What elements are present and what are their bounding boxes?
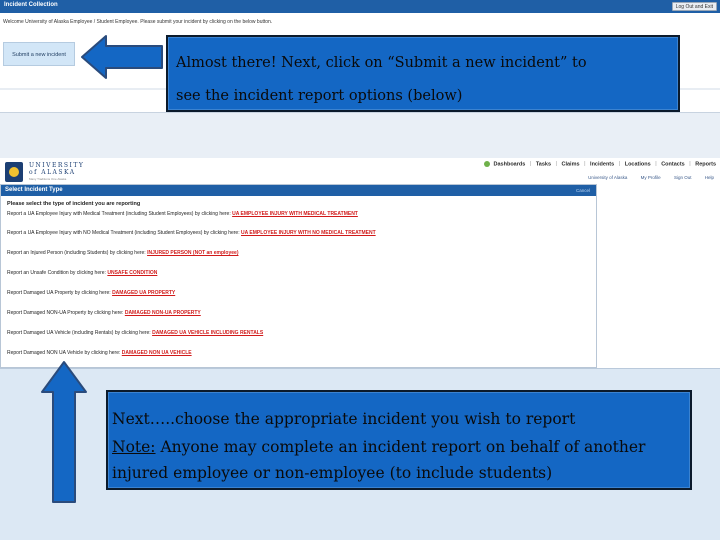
subnav-organization[interactable]: University of Alaska <box>588 175 628 180</box>
nav-incidents[interactable]: Incidents <box>590 161 615 168</box>
logout-button[interactable]: Log Out and Exit <box>672 2 717 11</box>
incident-option-text: Report Damaged NON UA Vehicle by clicking here: <box>7 350 121 356</box>
add-icon[interactable] <box>484 161 490 167</box>
incident-option <box>7 290 175 296</box>
incident-option-link[interactable]: UA EMPLOYEE INJURY WITH NO MEDICAL TREATMENT <box>241 230 376 236</box>
incident-option-link[interactable]: DAMAGED UA VEHICLE INCLUDING RENTALS <box>152 330 264 336</box>
arrow-left-icon <box>80 34 164 80</box>
incident-option-text: Report a UA Employee Injury with Medical Treatment (including Student Employees) by clicking here: <box>7 211 231 217</box>
incident-option-text: Report Damaged UA Vehicle (including Rentals) by clicking here: <box>7 330 151 336</box>
panel-body <box>7 201 593 356</box>
incident-portal-screenshot <box>0 158 720 368</box>
arrow-up-icon <box>40 360 88 506</box>
app-header-bar <box>0 0 720 13</box>
incident-option <box>7 211 358 217</box>
incident-option <box>7 230 376 236</box>
panel-title: Select Incident Type <box>5 187 63 193</box>
incident-option-text: Report Damaged NON-UA Property by clicking here: <box>7 310 124 316</box>
university-seal-icon <box>5 162 23 182</box>
subnav-help[interactable]: Help <box>704 175 714 180</box>
nav-claims[interactable]: Claims <box>561 161 580 168</box>
nav-dashboards[interactable]: Dashboards <box>493 161 526 168</box>
incident-option <box>7 350 192 356</box>
incident-option-text: Report a UA Employee Injury with NO Medical Treatment (including Student Employees) by clicking here: <box>7 230 240 236</box>
logo-line-2: of ALASKA <box>29 168 76 176</box>
cancel-link[interactable]: Cancel <box>575 187 590 193</box>
incident-option-link[interactable]: DAMAGED NON-UA PROPERTY <box>124 310 201 316</box>
note-text: Anyone may complete an incident report on behalf of another injured employee or non-employee (to include students) <box>112 438 646 482</box>
incident-option-link[interactable]: UA EMPLOYEE INJURY WITH MEDICAL TREATMENT <box>232 211 358 217</box>
subnav-sign-out[interactable]: Sign Out <box>673 175 692 180</box>
background-band <box>0 112 720 160</box>
incident-option-link[interactable]: DAMAGED UA PROPERTY <box>112 290 176 296</box>
incident-option-link[interactable]: UNSAFE CONDITION <box>107 270 158 276</box>
main-nav: Dashboards | Tasks | Claims | Incidents | Locations | Contacts | Reports <box>484 161 716 167</box>
logo-wordmark <box>29 163 84 176</box>
incident-option-link[interactable]: DAMAGED NON UA VEHICLE <box>121 350 192 356</box>
incident-type-prompt: Please select the type of incident you are reporting <box>7 201 141 207</box>
incident-option-text: Report Damaged UA Property by clicking here: <box>7 290 111 296</box>
logo-line-1: UNIVERSITY <box>29 162 85 169</box>
submit-new-incident-button[interactable]: Submit a new incident <box>3 42 75 66</box>
incident-option-text: Report an Unsafe Condition by clicking here: <box>7 270 106 276</box>
panel-header <box>1 185 596 196</box>
incident-option <box>7 310 201 316</box>
incident-option <box>7 330 263 336</box>
logo-tagline: Many Traditions One Alaska <box>29 177 67 181</box>
welcome-message: Welcome University of Alaska Employee / Student Employee. Please submit your incident by clicking on the below button. <box>3 19 273 25</box>
select-incident-type-panel <box>0 184 597 368</box>
nav-reports[interactable]: Reports <box>695 161 716 168</box>
callout-2-line-1: Next…..choose the appropriate incident you wish to report <box>112 410 576 428</box>
app-title: Incident Collection <box>4 2 58 8</box>
university-logo <box>5 162 95 184</box>
callout-1-line-2: see the incident report options (below) <box>176 88 463 104</box>
incident-option <box>7 250 238 256</box>
callout-1-line-1: Almost there! Next, click on “Submit a new incident” to <box>176 55 587 71</box>
nav-locations[interactable]: Locations <box>624 161 651 168</box>
incident-option-link[interactable]: INJURED PERSON (NOT an employee) <box>147 250 239 256</box>
nav-contacts[interactable]: Contacts <box>661 161 685 168</box>
incident-option-text: Report an Injured Person (including Students) by clicking here: <box>7 250 146 256</box>
subnav-my-profile[interactable]: My Profile <box>640 175 661 180</box>
note-label: Note: <box>112 438 156 456</box>
user-subnav <box>576 175 714 180</box>
nav-tasks[interactable]: Tasks <box>535 161 551 168</box>
incident-option <box>7 270 157 276</box>
callout-2-note <box>112 434 686 486</box>
instruction-callout-1 <box>166 35 680 112</box>
instruction-callout-2 <box>106 390 692 490</box>
